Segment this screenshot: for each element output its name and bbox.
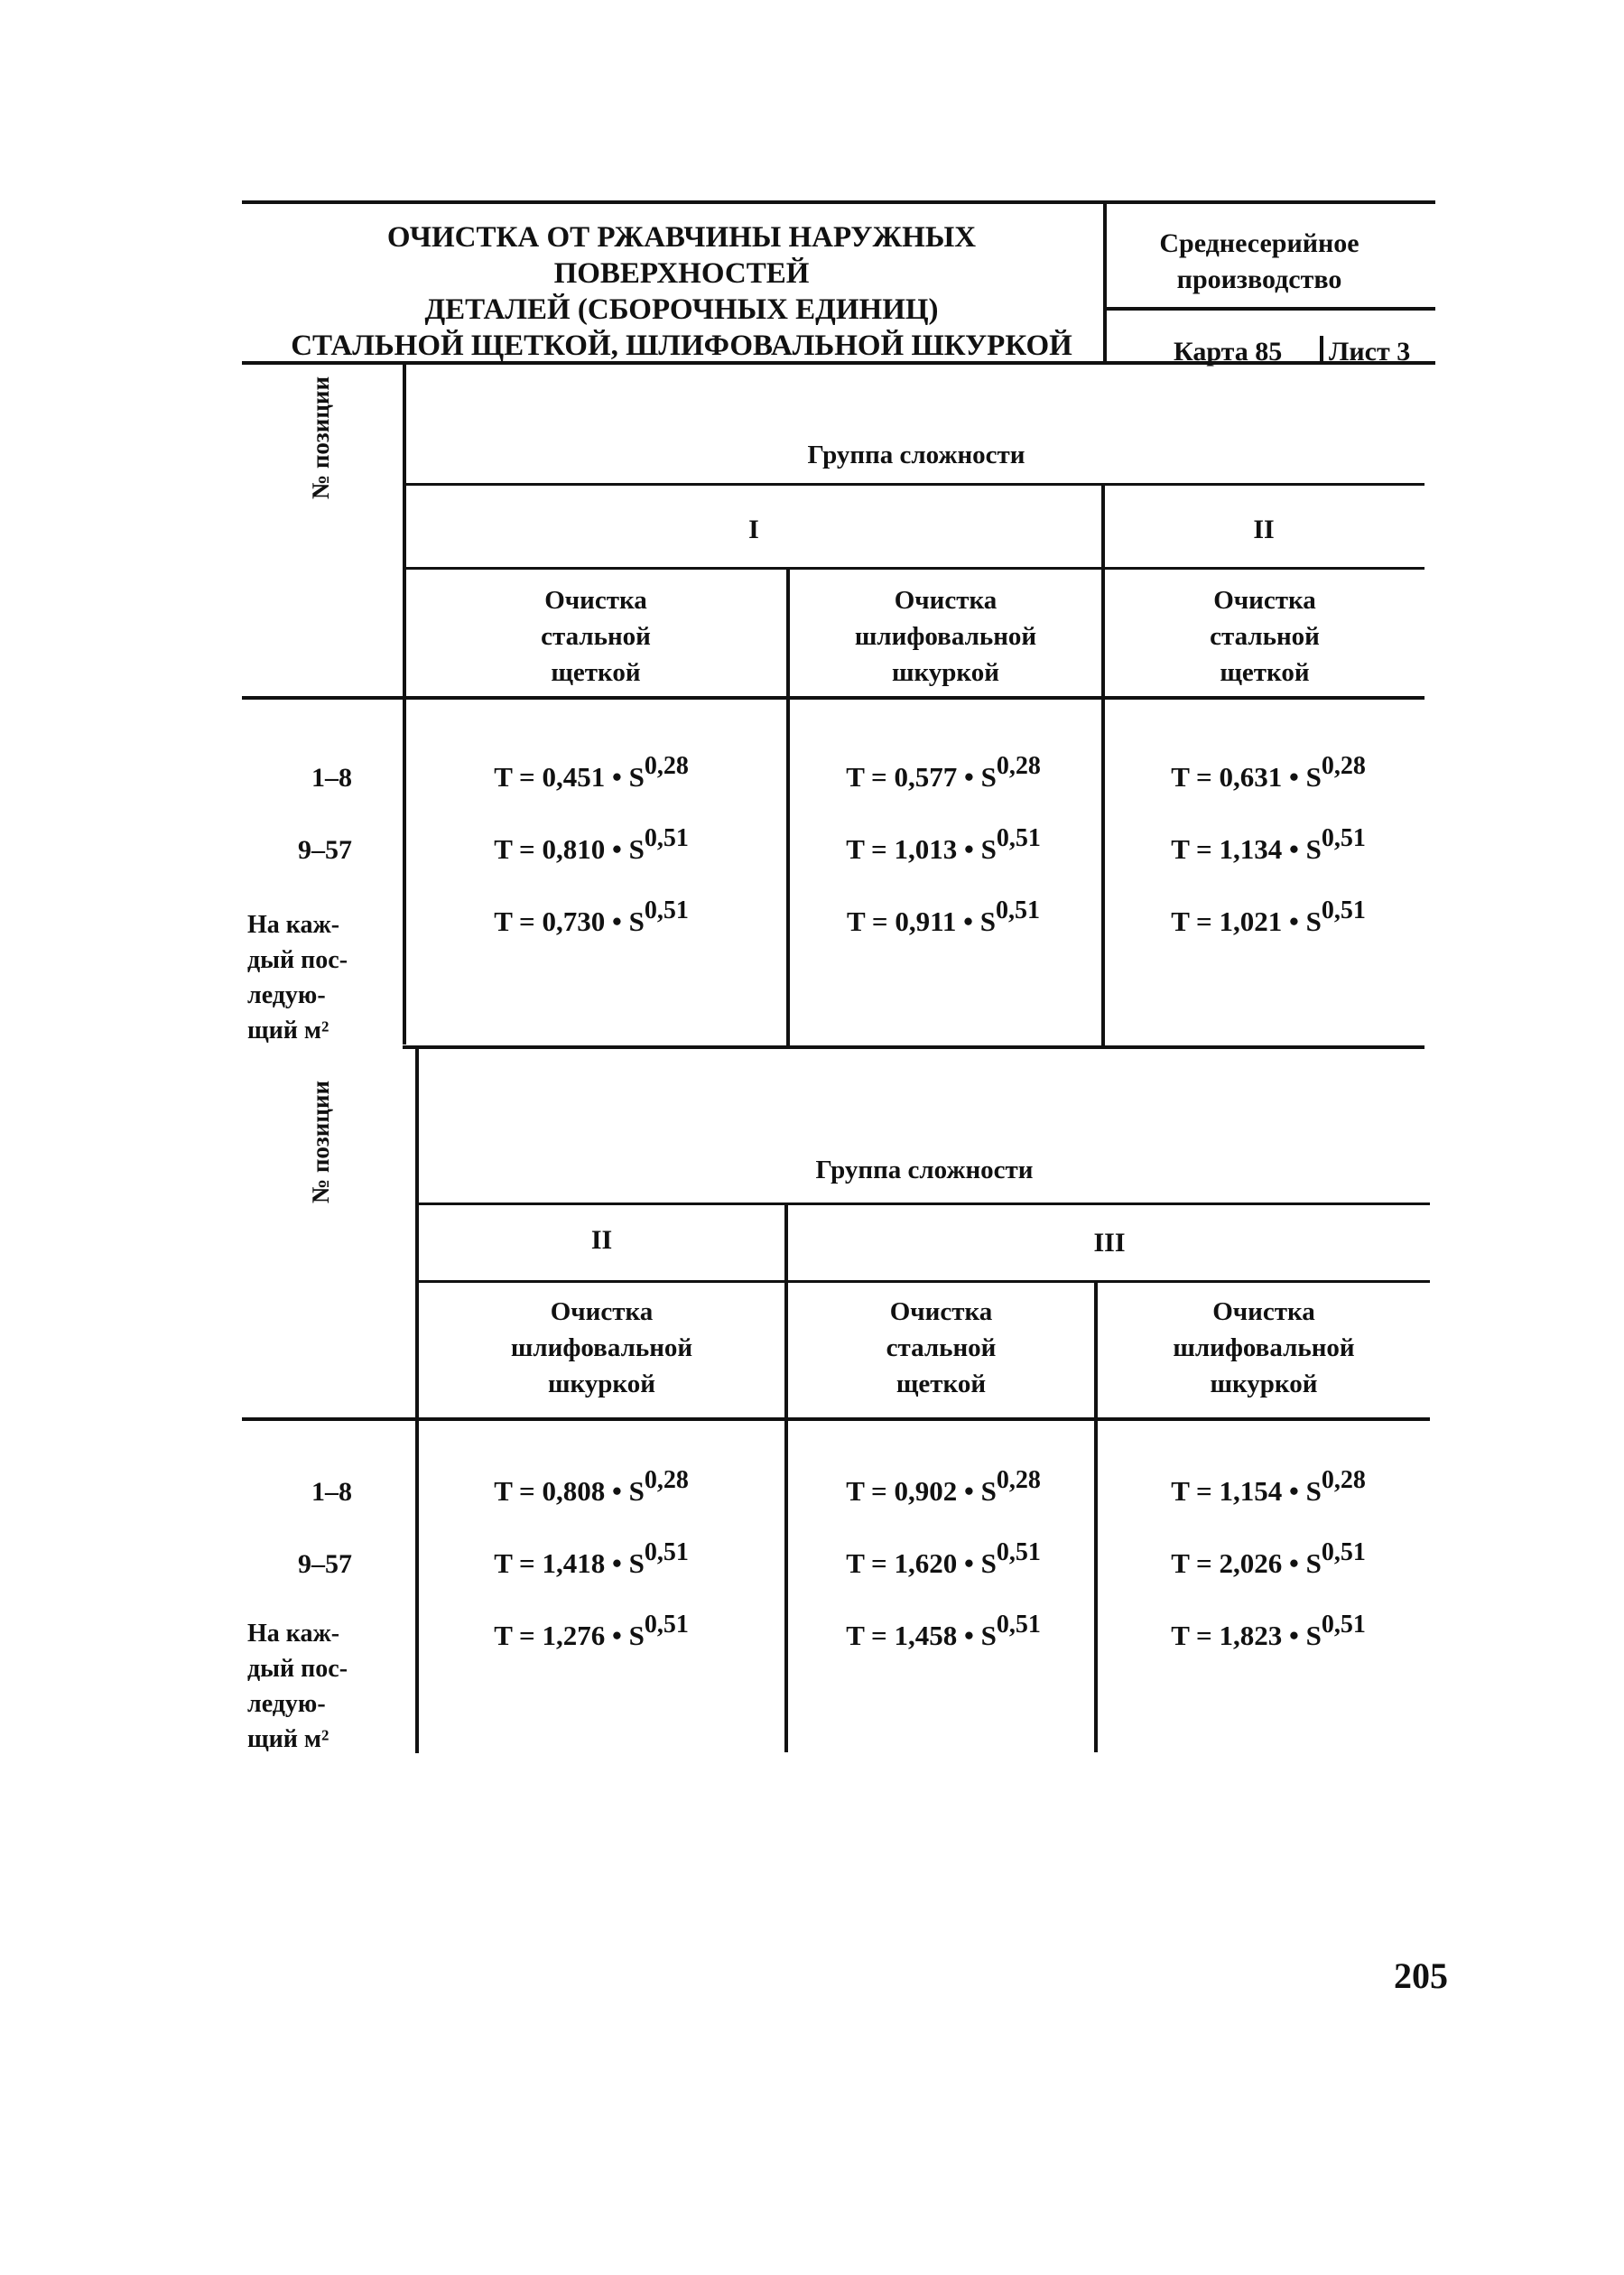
t2-row-position: 1–8 [311, 1477, 352, 1507]
t1-column-header [1105, 582, 1424, 691]
col-header-line: Очистка [889, 1297, 993, 1326]
t2-row-position [247, 1616, 348, 1757]
t2-subgroup-rule [419, 1280, 1430, 1283]
col-header-line: Очистка [1212, 1297, 1315, 1326]
t1-group-label: II [1253, 515, 1275, 544]
t2-formula: T = 1,276 • S$^{0,51}$ [494, 1611, 689, 1651]
t2-group-rule [419, 1202, 1430, 1205]
sheet-number: Лист 3 [1329, 337, 1411, 367]
t1-group-rule [406, 483, 1424, 486]
t2-formula: T = 1,418 • S$^{0,51}$ [494, 1538, 689, 1579]
t1-formula: T = 0,451 • S$^{0,28}$ [494, 752, 689, 793]
col-header-line: шкуркой [548, 1370, 655, 1398]
col-header-line: Очистка [544, 586, 647, 615]
col-header-line: щеткой [896, 1370, 987, 1398]
col-header-line: шлифовальной [1173, 1333, 1355, 1362]
header-right-rule [1107, 307, 1435, 311]
t1-formula: T = 0,810 • S$^{0,51}$ [494, 824, 689, 865]
t2-header-bottom-rule [242, 1417, 1430, 1421]
col-header-line: шлифовальной [510, 1333, 693, 1362]
t2-formula: T = 1,154 • S$^{0,28}$ [1171, 1466, 1366, 1507]
pos-line: ледую- [247, 981, 326, 1009]
col-header-line: стальной [541, 622, 651, 651]
col-header-line: щеткой [1220, 658, 1310, 687]
document-title [262, 219, 1101, 364]
production-line: производство [1176, 265, 1342, 294]
t1-column-header [406, 582, 785, 691]
t1-row-position [247, 907, 348, 1048]
t2-group-label: II [590, 1225, 613, 1255]
title-line: СТАЛЬНОЙ ЩЕТКОЙ, ШЛИФОВАЛЬНОЙ ШКУРКОЙ [291, 330, 1072, 362]
t2-formula: T = 2,026 • S$^{0,51}$ [1171, 1538, 1366, 1579]
t2-group-label: III [1093, 1228, 1126, 1258]
col-header-line: шлифовальной [854, 622, 1037, 651]
col-header-line: Очистка [1213, 586, 1316, 615]
t1-group-divider [1101, 486, 1105, 1045]
header-divider [1103, 200, 1107, 363]
t2-formula: T = 1,620 • S$^{0,51}$ [846, 1538, 1041, 1579]
title-line: ДЕТАЛЕЙ (СБОРОЧНЫХ ЕДИНИЦ) [424, 293, 939, 326]
t2-formula: T = 1,458 • S$^{0,51}$ [846, 1611, 1041, 1651]
t2-group-divider [784, 1205, 788, 1752]
col-header-line: стальной [1210, 622, 1320, 651]
t2-formula: T = 0,808 • S$^{0,28}$ [494, 1466, 689, 1507]
col-header-line: Очистка [894, 586, 998, 615]
col-header-line: щеткой [551, 658, 641, 687]
header-top-rule [242, 200, 1435, 204]
table-separator-rule [403, 1045, 1424, 1049]
pos-line: щий м² [247, 1725, 329, 1753]
t1-subgroup-rule [406, 567, 1424, 570]
pos-line: щий м² [247, 1017, 329, 1045]
col-header-line: шкуркой [892, 658, 999, 687]
t1-column-header [790, 582, 1101, 691]
t1-group-label: I [748, 515, 759, 544]
t1-row-position: 9–57 [298, 835, 352, 865]
t2-column-header [788, 1294, 1094, 1402]
t1-formula: T = 0,577 • S$^{0,28}$ [846, 752, 1041, 793]
t2-formula: T = 1,823 • S$^{0,51}$ [1171, 1611, 1366, 1651]
pos-line: На каж- [247, 911, 340, 939]
title-line: ОЧИСТКА ОТ РЖАВЧИНЫ НАРУЖНЫХ ПОВЕРХНОСТЕЙ [386, 221, 977, 290]
t1-row-position: 1–8 [311, 763, 352, 793]
t1-formula: T = 1,013 • S$^{0,51}$ [846, 824, 1041, 865]
t2-position-header: № позиции [307, 1081, 334, 1204]
t1-position-header: № позиции [307, 376, 334, 500]
production-type [1110, 226, 1408, 298]
t1-formula: T = 0,730 • S$^{0,51}$ [494, 896, 689, 937]
production-line: Среднесерийное [1159, 228, 1360, 258]
t1-header-bottom-rule [242, 696, 1424, 700]
t1-formula: T = 0,911 • S$^{0,51}$ [847, 896, 1040, 937]
col-header-line: стальной [886, 1333, 997, 1362]
col-header-line: Очистка [550, 1297, 654, 1326]
page-number: 205 [1394, 1955, 1448, 1996]
t2-row-position: 9–57 [298, 1549, 352, 1579]
t1-formula: T = 0,631 • S$^{0,28}$ [1171, 752, 1366, 793]
pos-line: ледую- [247, 1690, 326, 1718]
t1-group-header: Группа сложности [807, 441, 1025, 469]
t1-formula: T = 1,134 • S$^{0,51}$ [1171, 824, 1366, 865]
card-number: Карта 85 [1174, 337, 1283, 367]
t2-column-header [419, 1294, 784, 1402]
card-sheet-divider [1320, 336, 1323, 363]
pos-line: На каж- [247, 1620, 340, 1648]
t1-formula: T = 1,021 • S$^{0,51}$ [1171, 896, 1366, 937]
t2-group-header: Группа сложности [815, 1156, 1034, 1184]
t2-column-header [1098, 1294, 1430, 1402]
pos-line: дый пос- [247, 946, 348, 974]
t2-formula: T = 0,902 • S$^{0,28}$ [846, 1466, 1041, 1507]
pos-line: дый пос- [247, 1655, 348, 1683]
col-header-line: шкуркой [1210, 1370, 1318, 1398]
